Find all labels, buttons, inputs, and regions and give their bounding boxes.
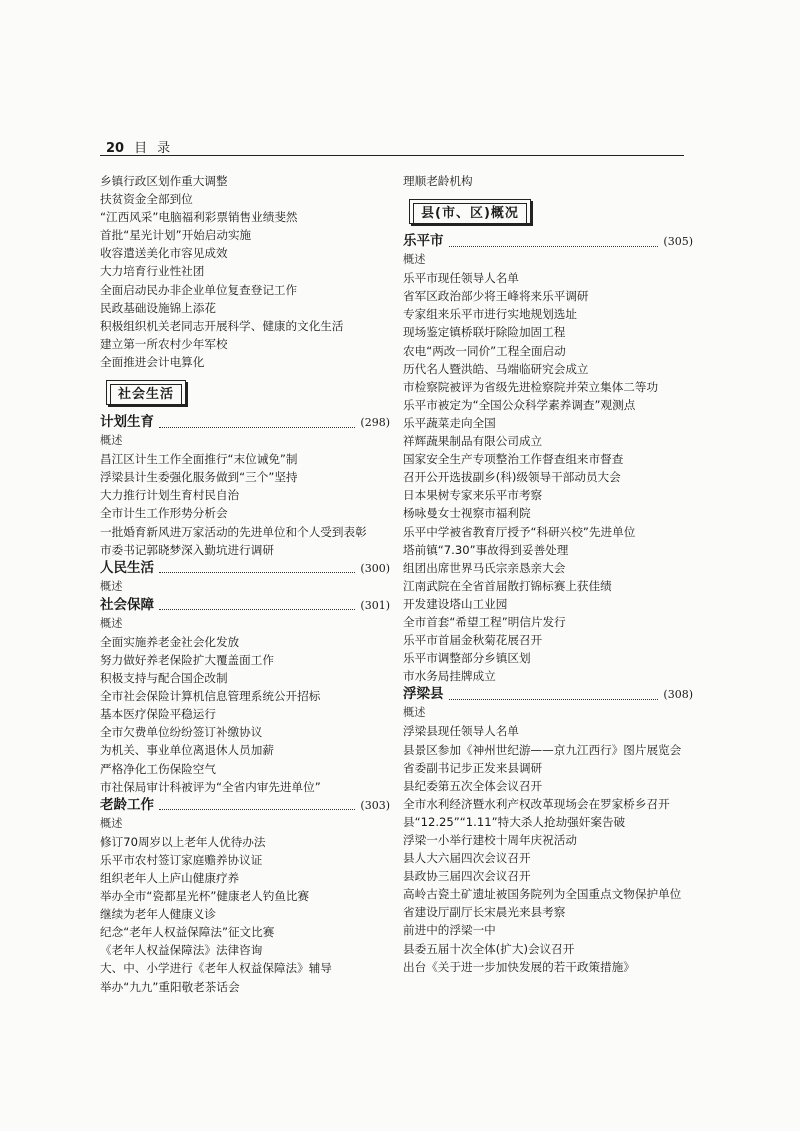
category-box — [409, 199, 531, 224]
toc-entry[interactable]: 现场鉴定镇桥联圩除险加固工程 — [403, 325, 566, 340]
section-overview[interactable]: 概述 — [403, 253, 426, 267]
section-page-number: (303) — [360, 798, 390, 812]
toc-entry[interactable]: 高岭古瓷土矿遗址被国务院列为全国重点文物保护单位 — [403, 887, 682, 902]
toc-entry[interactable]: 继续为老年人健康义诊 — [100, 907, 216, 922]
toc-entry[interactable]: 浮梁县计生委强化服务做到“三个”坚持 — [100, 470, 298, 485]
section-overview[interactable]: 概述 — [100, 616, 123, 630]
toc-entry[interactable]: 县委五届十次全体(扩大)会议召开 — [403, 941, 575, 956]
toc-entry[interactable]: 全市水利经济暨水利产权改革现场会在罗家桥乡召开 — [403, 796, 670, 811]
toc-entry[interactable]: 省建设厅副厅长宋晨光来县考察 — [403, 905, 566, 920]
toc-entry[interactable]: 纪念“老年人权益保障法”征文比赛 — [100, 925, 275, 940]
section-heading[interactable] — [403, 232, 693, 251]
section-name: 计划生育 — [100, 414, 154, 431]
toc-entry[interactable]: 努力做好养老保险扩大覆盖面工作 — [100, 652, 274, 667]
section-heading[interactable] — [100, 796, 390, 815]
toc-entry[interactable]: 市水务局挂牌成立 — [403, 669, 496, 684]
section-name: 人民生活 — [100, 559, 154, 576]
toc-entry[interactable]: 县政协三届四次会议召开 — [403, 869, 531, 884]
toc-entry[interactable]: 大力培育行业性社团 — [100, 264, 205, 279]
page-header — [106, 137, 180, 156]
toc-entry[interactable]: 市社保局审计科被评为“全省内审先进单位” — [100, 779, 321, 794]
section-heading[interactable] — [100, 596, 390, 615]
leader-dots — [159, 800, 355, 810]
toc-entry[interactable]: 专家组来乐平市进行实地规划选址 — [403, 307, 577, 322]
toc-entry[interactable]: 大力推行计划生育村民自治 — [100, 488, 240, 503]
section-page-number: (308) — [663, 688, 693, 702]
toc-entry[interactable]: 乐平蔬菜走向全国 — [403, 415, 496, 430]
toc-entry[interactable]: 《老年人权益保障法》法律咨询 — [100, 943, 263, 958]
category-heading — [100, 371, 390, 413]
toc-entry[interactable]: 祥辉蔬果制品有限公司成立 — [403, 434, 543, 449]
toc-entry[interactable]: 乐平中学被省教育厅授予“科研兴校”先进单位 — [403, 524, 636, 539]
toc-entry[interactable]: 省委副书记步正发来县调研 — [403, 760, 543, 775]
right-column — [403, 172, 693, 976]
toc-entry[interactable]: 首批“星光计划”开始启动实施 — [100, 228, 252, 243]
toc-entry[interactable]: 市委书记郭晓梦深入勤坑进行调研 — [100, 542, 274, 557]
toc-entry[interactable]: “江西风采”电脑福利彩票销售业绩斐然 — [100, 210, 298, 225]
toc-entry[interactable]: 建立第一所农村少年军校 — [100, 336, 228, 351]
toc-entry[interactable]: 为机关、事业单位离退休人员加薪 — [100, 743, 274, 758]
toc-entry[interactable]: 市检察院被评为省级先进检察院并荣立集体二等功 — [403, 379, 659, 394]
section-heading[interactable] — [403, 685, 693, 704]
toc-entry[interactable]: 浮梁一小举行建校十周年庆祝活动 — [403, 833, 577, 847]
leader-dots — [159, 418, 355, 428]
toc-entry[interactable]: 前进中的浮梁一中 — [403, 923, 496, 938]
leader-dots — [159, 600, 355, 610]
toc-entry[interactable]: 乐平市农村签订家庭赡养协议证 — [100, 852, 263, 867]
toc-entry[interactable]: 历代名人暨洪皓、马端临研究会成立 — [403, 361, 589, 376]
toc-entry[interactable]: 江南武院在全省首届散打锦标赛上获佳绩 — [403, 578, 612, 593]
section-page-number: (301) — [360, 598, 390, 612]
toc-entry[interactable]: 积极组织机关老同志开展科学、健康的文化生活 — [100, 318, 344, 333]
section-heading[interactable] — [100, 559, 390, 578]
section-name: 老龄工作 — [100, 796, 154, 813]
section-overview[interactable]: 概述 — [100, 816, 123, 830]
toc-entry[interactable]: 浮梁县现任领导人名单 — [403, 724, 519, 739]
toc-entry[interactable]: 一批婚育新风进万家活动的先进单位和个人受到表彰 — [100, 524, 367, 539]
section-name: 浮梁县 — [403, 686, 444, 703]
toc-entry[interactable]: 组团出席世界马氏宗亲恳亲大会 — [403, 560, 566, 575]
toc-entry[interactable]: 日本果树专家来乐平市考察 — [403, 488, 543, 503]
section-heading[interactable] — [100, 413, 390, 432]
toc-entry[interactable]: 扶贫资金全部到位 — [100, 192, 193, 207]
toc-entry[interactable]: 杨咏曼女士视察市福利院 — [403, 506, 531, 521]
toc-entry[interactable]: 县人大六届四次会议召开 — [403, 851, 531, 866]
toc-entry[interactable]: 民政基础设施锦上添花 — [100, 300, 216, 315]
toc-entry[interactable]: 乐平市被定为“全国公众科学素养调查”观测点 — [403, 397, 636, 412]
toc-entry[interactable]: 大、中、小学进行《老年人权益保障法》辅导 — [100, 961, 332, 976]
leader-dots — [159, 563, 355, 573]
section-name: 乐平市 — [403, 233, 444, 250]
section-overview[interactable]: 概述 — [100, 579, 123, 593]
toc-entry[interactable]: 收容遣送美化市容见成效 — [100, 246, 228, 261]
toc-entry[interactable]: 理顺老龄机构 — [403, 174, 473, 188]
section-name: 社会保障 — [100, 596, 154, 613]
toc-entry[interactable]: 县景区参加《神州世纪游——京九江西行》图片展览会 — [403, 742, 682, 757]
page-title: 目录 — [134, 141, 181, 156]
toc-entry[interactable]: 出台《关于进一步加快发展的若干政策措施》 — [403, 959, 635, 974]
toc-entry[interactable]: 举办全市“瓷都星光杯”健康老人钓鱼比赛 — [100, 889, 310, 904]
left-column — [100, 172, 390, 996]
toc-entry[interactable]: 严格净化工伤保险空气 — [100, 761, 216, 776]
section-page-number: (300) — [360, 561, 390, 575]
toc-entry[interactable]: 开发建设塔山工业园 — [403, 596, 508, 611]
toc-entry[interactable]: 全面推进会计电算化 — [100, 354, 205, 369]
toc-entry[interactable]: 昌江区计生工作全面推行“末位诫免”制 — [100, 452, 298, 467]
toc-entry[interactable]: 乐平市首届金秋菊花展召开 — [403, 633, 543, 648]
toc-entry[interactable]: 积极支持与配合国企改制 — [100, 671, 228, 686]
category-title: 县(市、区)概况 — [413, 203, 527, 224]
toc-entry[interactable]: 农电“两改一同价”工程全面启动 — [403, 343, 566, 358]
toc-entry[interactable]: 全面启动民办非企业单位复查登记工作 — [100, 282, 298, 297]
toc-entry[interactable]: 乐平市调整部分乡镇区划 — [403, 651, 531, 666]
toc-entry[interactable]: 县“12.25”“1.11”特大杀人抢劫强奸案告破 — [403, 814, 626, 829]
category-heading — [403, 190, 693, 232]
toc-entry[interactable]: 县纪委第五次全体会议召开 — [403, 778, 543, 793]
section-page-number: (305) — [663, 235, 693, 249]
category-title: 社会生活 — [110, 384, 182, 405]
toc-entry[interactable]: 全市欠费单位纷纷签订补缴协议 — [100, 725, 263, 740]
toc-entry[interactable]: 全市社会保险计算机信息管理系统公开招标 — [100, 689, 321, 704]
leader-dots — [449, 237, 659, 247]
category-box — [106, 380, 186, 405]
toc-entry[interactable]: 全面实施养老金社会化发放 — [100, 634, 240, 649]
toc-entry[interactable]: 修订70周岁以上老年人优待办法 — [100, 834, 266, 849]
toc-entry[interactable]: 国家安全生产专项整治工作督查组来市督查 — [403, 452, 624, 467]
leader-dots — [449, 690, 659, 700]
section-page-number: (298) — [360, 416, 390, 430]
toc-entry[interactable]: 全市计生工作形势分析会 — [100, 506, 228, 521]
toc-entry[interactable]: 全市首套“希望工程”明信片发行 — [403, 614, 566, 629]
toc-entry[interactable]: 乐平市现任领导人名单 — [403, 271, 519, 286]
section-overview[interactable]: 概述 — [100, 434, 123, 448]
toc-entry[interactable]: 组织老年人上庐山健康疗养 — [100, 871, 240, 885]
toc-entry[interactable]: 省军区政治部少将王峰将来乐平调研 — [403, 289, 589, 304]
toc-entry[interactable]: 乡镇行政区划作重大调整 — [100, 174, 228, 188]
toc-entry[interactable]: 基本医疗保险平稳运行 — [100, 707, 216, 722]
toc-entry[interactable]: 塔前镇“7.30”事故得到妥善处理 — [403, 542, 569, 557]
toc-entry[interactable]: 召开公开选拔副乡(科)级领导干部动员大会 — [403, 470, 621, 485]
section-overview[interactable]: 概述 — [403, 706, 426, 720]
page-number: 20 — [106, 141, 125, 156]
header-rule — [100, 155, 684, 156]
toc-entry[interactable]: 举办“九九”重阳敬老茶话会 — [100, 979, 240, 994]
